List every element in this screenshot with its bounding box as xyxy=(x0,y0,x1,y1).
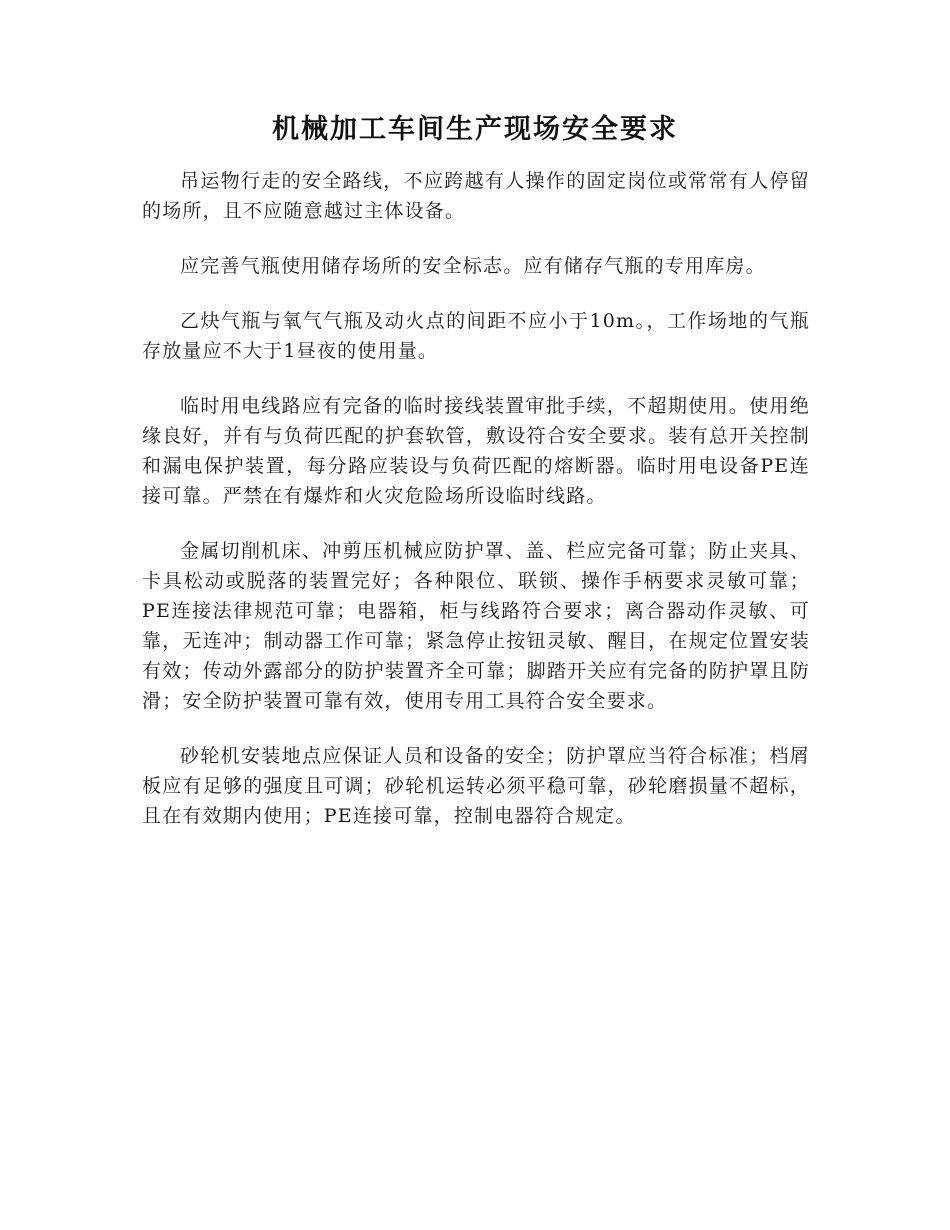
document-title: 机械加工车间生产现场安全要求 xyxy=(272,114,678,145)
paragraph-machine-guarding: 金属切削机床、冲剪压机械应防护罩、盖、栏应完备可靠；防止夹具、卡具松动或脱落的装置完好；各种限位、联锁、操作手柄要求灵敏可靠；PE连接法律规范可靠；电器箱，柜与线路符合要求；离合器动作灵敏、可靠，无连冲；制动器工作可靠；紧急停止按钮灵敏、醒目，在规定位置安装有效；传动外露部分的防护装置齐全可靠；脚踏开关应有完备的防护罩且防滑；安全防护装置可靠有效，使用专用工具符合安全要求。 xyxy=(142,540,810,712)
paragraph-lifting-route: 吊运物行走的安全路线，不应跨越有人操作的固定岗位或常常有人停留的场所，且不应随意越过主体设备。 xyxy=(142,170,810,222)
paragraph-grinder-safety: 砂轮机安装地点应保证人员和设备的安全；防护罩应当符合标准；档屑板应有足够的强度且可调；砂轮机运转必须平稳可靠，砂轮磨损量不超标，且在有效期内使用；PE连接可靠，控制电器符合规定。 xyxy=(142,745,810,827)
paragraph-cylinder-spacing: 乙炔气瓶与氧气气瓶及动火点的间距不应小于10m。，工作场地的气瓶存放量应不大于1昼夜的使用量。 xyxy=(142,310,810,362)
paragraph-temporary-power: 临时用电线路应有完备的临时接线装置审批手续，不超期使用。使用绝缘良好，并有与负荷匹配的护套软管，敷设符合安全要求。装有总开关控制和漏电保护装置，每分路应装设与负荷匹配的熔断器。临时用电设备PE连接可靠。严禁在有爆炸和火灾危险场所设临时线路。 xyxy=(142,395,810,507)
document-body xyxy=(142,166,810,856)
paragraph-gas-cylinder-storage: 应完善气瓶使用储存场所的安全标志。应有储存气瓶的专用库房。 xyxy=(180,255,766,277)
